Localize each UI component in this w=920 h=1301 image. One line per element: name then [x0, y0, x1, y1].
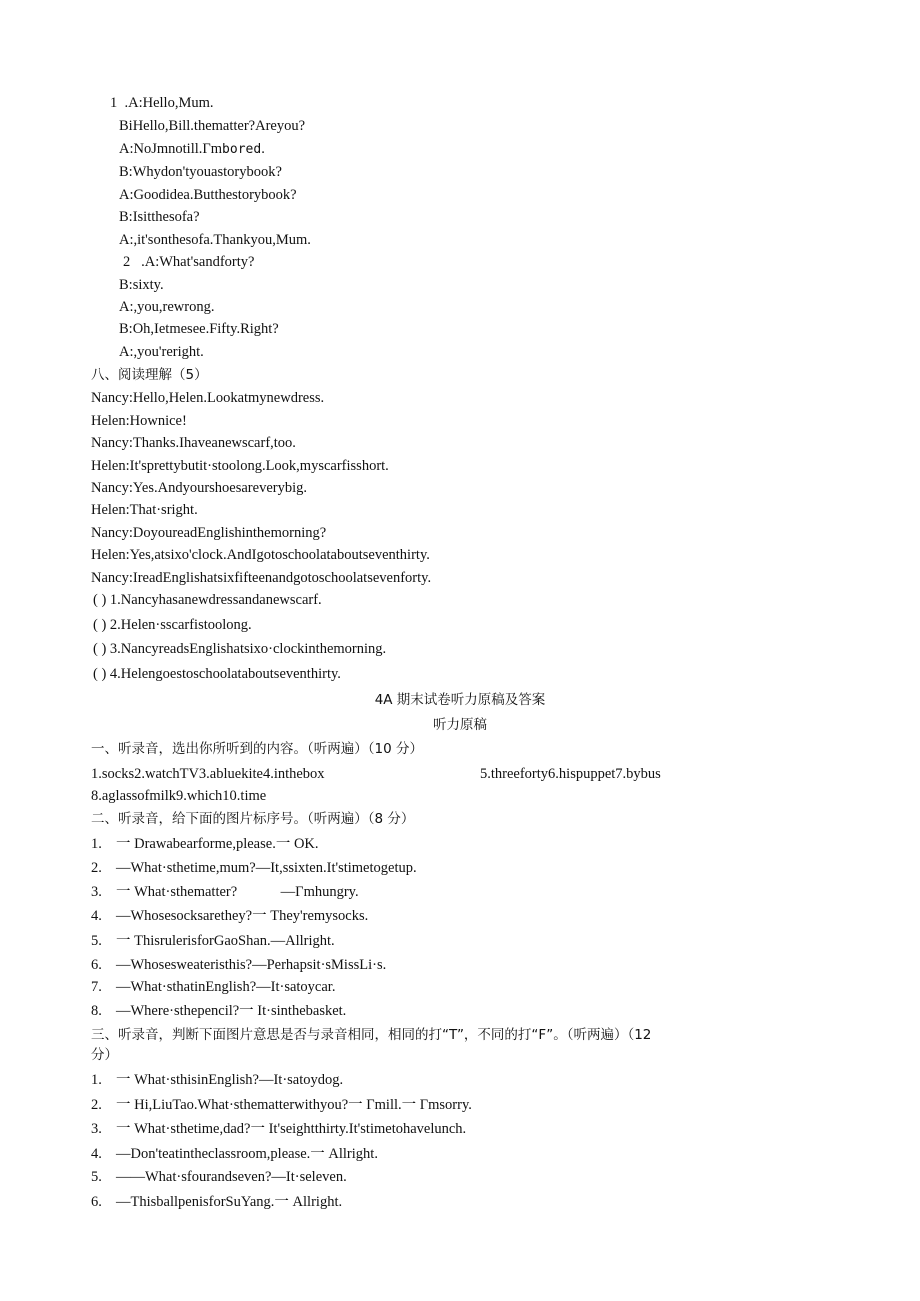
reading-line: Nancy:IreadEnglishatsixfifteenandgotoschoolatsevenforty.	[91, 570, 432, 586]
part3-heading-cont: 分）	[91, 1047, 118, 1063]
dialogue2-line4: B:Oh,Ietmesee.Fifty.Right?	[119, 321, 279, 337]
item-text: 一 What·sthisinEnglish?—It·satoydog.	[116, 1072, 344, 1088]
dialogue1-line2: BiHello,Bill.thematter?Areyou?	[119, 118, 306, 134]
item-number: 4.	[91, 908, 102, 924]
part1-row2: 8.aglassofmilk9.which10.time	[91, 788, 267, 804]
dialogue2-line5: A:,you'reright.	[119, 344, 204, 360]
item-number: 8.	[91, 1003, 102, 1019]
part3-item	[91, 1120, 466, 1138]
reading-line: Nancy:Hello,Helen.Lookatmynewdress.	[91, 390, 325, 406]
item-number: 3.	[91, 1121, 102, 1137]
reading-question: ( ) 4.Helengoestoschoolataboutseventhirty.	[93, 666, 341, 682]
reading-line: Nancy:Yes.Andyourshoesareverybig.	[91, 480, 307, 496]
part2-heading: 二、听录音，给下面的图片标序号。（听两遍）（8 分）	[91, 811, 415, 827]
item-text: ——What·sfourandseven?—It·seleven.	[116, 1169, 347, 1185]
dialogue1-line3-main: A:NoJmnotill.Γm	[119, 141, 223, 157]
reading-heading: 八、阅读理解（5）	[91, 367, 208, 383]
reading-line: Nancy:Thanks.Ihaveanewscarf,too.	[91, 435, 296, 451]
dialogue2-line1: 2 .A:What'sandforty?	[123, 254, 255, 270]
part2-item	[91, 932, 335, 950]
item-number: 6.	[91, 1194, 102, 1210]
item-text: 一 ThisrulerisforGaoShan.—Allright.	[116, 933, 335, 949]
reading-question: ( ) 1.Nancyhasanewdressandanewscarf.	[93, 592, 322, 608]
part3-item	[91, 1193, 342, 1211]
part1-heading: 一、听录音，选出你所听到的内容。（听两遍）（10 分）	[91, 741, 423, 757]
item-number: 1.	[91, 1072, 102, 1088]
item-number: 6.	[91, 957, 102, 973]
item-number: 2.	[91, 1097, 102, 1113]
reading-line: Helen:Yes,atsixo'clock.AndIgotoschoolataboutseventhirty.	[91, 547, 430, 563]
reading-question: ( ) 3.NancyreadsEnglishatsixo·clockinthemorning.	[93, 641, 387, 657]
dialogue1-line7: A:,it'sonthesofa.Thankyou,Mum.	[119, 232, 311, 248]
part2-item	[91, 1002, 346, 1020]
reading-line: Helen:It'sprettybutit·stoolong.Look,myscarfisshort.	[91, 458, 389, 474]
item-number: 3.	[91, 884, 102, 900]
part2-item	[91, 907, 368, 925]
item-number: 2.	[91, 860, 102, 876]
item-text: 一 Hi,LiuTao.What·sthematterwithyou?一 Γmill.一 Γmsorry.	[116, 1097, 472, 1113]
item-number: 7.	[91, 979, 102, 995]
item-number: 5.	[91, 933, 102, 949]
reading-line: Helen:Hownice!	[91, 413, 187, 429]
part2-item	[91, 956, 386, 974]
part1-row1-right: 5.threeforty6.hispuppet7.bybus	[480, 766, 661, 782]
item-text: —Whosesweateristhis?—Perhapsit·sMissLi·s.	[116, 957, 387, 973]
dialogue1-line1: 1 .A:Hello,Mum.	[110, 95, 214, 111]
reading-line: Helen:That·sright.	[91, 502, 198, 518]
dialogue1-line4: B:Whydon'tyouastorybook?	[119, 164, 282, 180]
part2-item	[91, 835, 319, 853]
part3-item	[91, 1096, 472, 1114]
reading-question: ( ) 2.Helen·sscarfistoolong.	[93, 617, 252, 633]
part3-heading: 三、听录音，判断下面图片意思是否与录音相同，相同的打“T”，不同的打“F”。（听两遍）（12	[91, 1027, 652, 1043]
dialogue1-line6: B:Isitthesofa?	[119, 209, 200, 225]
dialogue2-line2: B:sixty.	[119, 277, 164, 293]
item-text: —Where·sthepencil?一 It·sinthebasket.	[116, 1003, 347, 1019]
dialogue1-line3-mono: bored	[222, 142, 262, 157]
item-number: 5.	[91, 1169, 102, 1185]
part2-item	[91, 883, 359, 901]
item-number: 4.	[91, 1146, 102, 1162]
item-number: 1.	[91, 836, 102, 852]
dialogue1-line5: A:Goodidea.Butthestorybook?	[119, 187, 297, 203]
item-text: —Whosesocksarethey?一 They'remysocks.	[116, 908, 369, 924]
dialogue1-line3	[119, 140, 265, 159]
item-text: —What·sthatinEnglish?—It·satoycar.	[116, 979, 336, 995]
item-text: —ThisballpenisforSuYang.一 Allright.	[116, 1194, 343, 1210]
part2-item	[91, 859, 417, 877]
dialogue2-line3: A:,you,rewrong.	[119, 299, 215, 315]
item-text: —Don'teatintheclassroom,please.一 Allright.	[116, 1146, 378, 1162]
part3-item	[91, 1071, 343, 1089]
item-text: 一 What·sthetime,dad?一 It'seightthirty.It'stimetohavelunch.	[116, 1121, 467, 1137]
part2-item	[91, 978, 335, 996]
item-text: —What·sthetime,mum?—It,ssixten.It'stimetogetup.	[116, 860, 417, 876]
part3-item	[91, 1168, 347, 1186]
item-text: 一 Drawabearforme,please.一 OK.	[116, 836, 319, 852]
part1-row1-left: 1.socks2.watchTV3.abluekite4.inthebox	[91, 766, 325, 782]
item-text: 一 What·sthematter? —Γmhungry.	[116, 884, 359, 900]
reading-line: Nancy:DoyoureadEnglishinthemorning?	[91, 525, 327, 541]
part3-item	[91, 1145, 378, 1163]
dialogue1-line3-end: .	[261, 141, 265, 157]
document-subtitle: 听力原稿	[433, 717, 487, 733]
document-title: 4A 期末试卷听力原稿及答案	[374, 692, 546, 708]
